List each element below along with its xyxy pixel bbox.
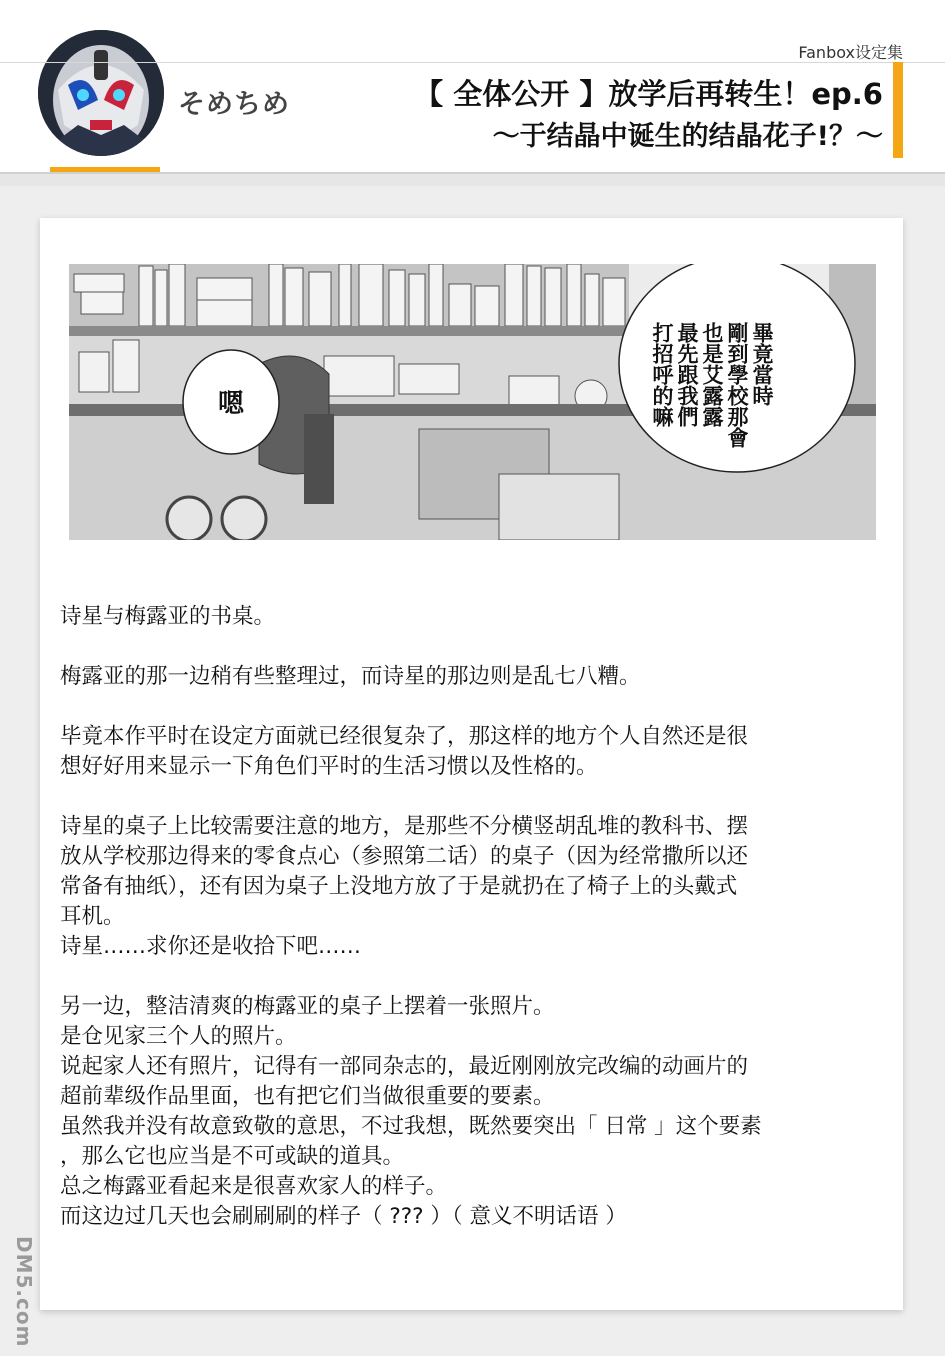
header-divider-top xyxy=(0,62,945,63)
author-avatar[interactable] xyxy=(38,30,164,156)
body-line: 诗星……求你还是收拾下吧…… xyxy=(60,934,362,959)
site-watermark xyxy=(10,1236,40,1346)
series-tag: Fanbox设定集 xyxy=(798,43,903,62)
body-line xyxy=(60,962,890,992)
robot-avatar-icon xyxy=(38,30,164,156)
body-line: 说起家人还有照片，记得有一部同杂志的，最近刚刚放完改编的动画片的 xyxy=(60,1054,749,1079)
body-line: 总之梅露亚看起来是很喜欢家人的样子。 xyxy=(60,1174,448,1199)
header-shadow xyxy=(0,174,945,186)
title-accent-bar xyxy=(893,62,903,158)
bubble-right-col: 最先跟我們 xyxy=(675,322,699,427)
body-line: 诗星的桌子上比较需要注意的地方，是那些不分横竖胡乱堆的教科书、摆 xyxy=(60,814,749,839)
article-body xyxy=(60,602,890,1232)
body-line: 而这边过几天也会刷刷刷的样子（ ??? ）（ 意义不明话语 ） xyxy=(60,1204,627,1229)
author-name[interactable]: そめちめ xyxy=(178,89,290,120)
body-line: 想好好用来显示一下角色们平时的生活习惯以及性格的。 xyxy=(60,754,598,779)
body-line xyxy=(60,692,890,722)
body-line: 放从学校那边得来的零食点心（参照第二话）的桌子（因为经常撒所以还 xyxy=(60,844,749,869)
bubble-right-col: 打招呼的嘛 xyxy=(650,322,674,427)
bubble-right-col: 也是艾露露 xyxy=(700,322,724,427)
content-card xyxy=(40,218,903,1310)
body-line xyxy=(60,632,890,662)
body-line: 是仓见家三个人的照片。 xyxy=(60,1024,297,1049)
body-line: ，那么它也应当是不可或缺的道具。 xyxy=(60,1144,405,1169)
body-line: 常备有抽纸），还有因为桌子上没地方放了于是就扔在了椅子上的头戴式 xyxy=(60,874,738,899)
body-line: 耳机。 xyxy=(60,904,125,929)
body-line xyxy=(60,782,890,812)
body-line: 梅露亚的那一边稍有些整理过，而诗星的那边则是乱七八糟。 xyxy=(60,664,641,689)
page-header xyxy=(0,0,945,185)
body-line: 超前辈级作品里面，也有把它们当做很重要的要素。 xyxy=(60,1084,555,1109)
bubble-left-text: 嗯 xyxy=(217,389,245,419)
body-line: 诗星与梅露亚的书桌。 xyxy=(60,604,276,629)
body-line: 虽然我并没有故意致敬的意思，不过我想，既然要突出「 日常 」这个要素 xyxy=(60,1114,762,1139)
bubble-right-col: 剛到學校那會 xyxy=(725,322,749,448)
body-line: 毕竟本作平时在设定方面就已经很复杂了，那这样的地方个人自然还是很 xyxy=(60,724,749,749)
body-line: 另一边，整洁清爽的梅露亚的桌子上摆着一张照片。 xyxy=(60,994,555,1019)
watermark-text: DM5.com xyxy=(12,1236,36,1348)
post-subtitle: ～于结晶中诞生的结晶花子!？～ xyxy=(492,121,883,152)
post-title: 【 全体公开 】放学后再转生！ep.6 xyxy=(414,77,883,111)
desk-scene-illustration xyxy=(69,264,876,540)
bubble-right-col: 畢竟當時 xyxy=(750,322,774,406)
manga-panel-image xyxy=(69,264,876,540)
